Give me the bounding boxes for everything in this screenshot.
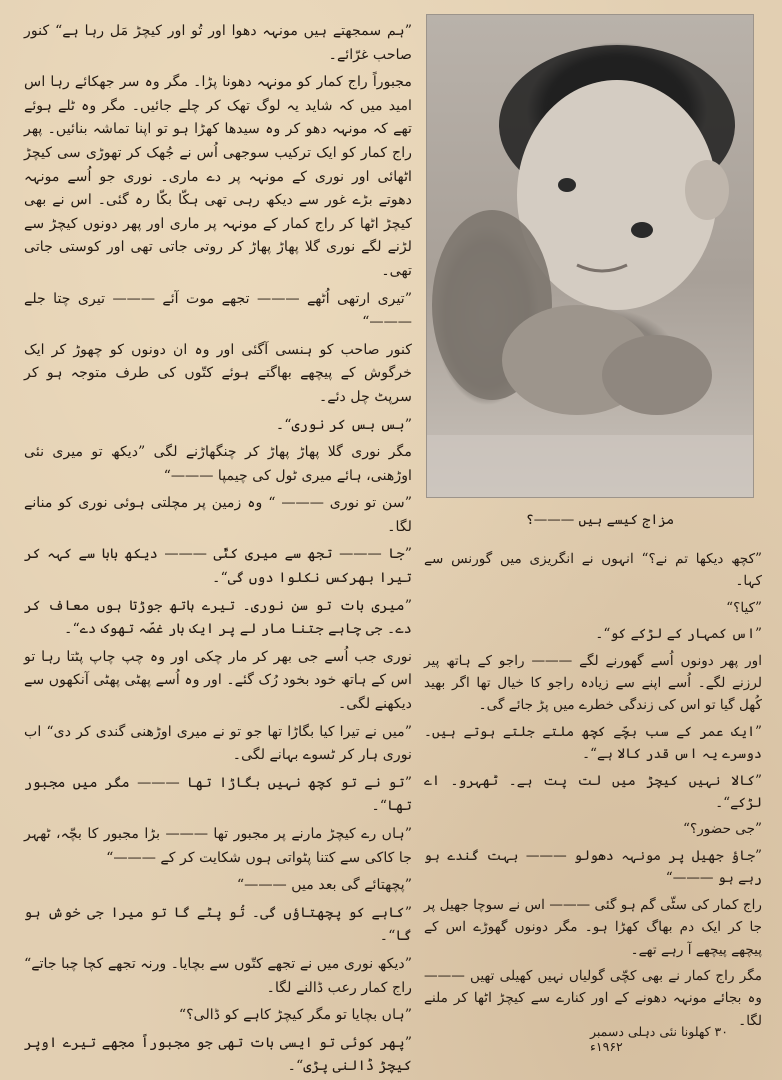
paragraph: ”ہاں بچایا تو مگر کیچڑ کاہے کو ڈالی؟“: [178, 1007, 412, 1024]
paragraph: ”پچھتائے گی بعد میں ———“: [236, 877, 412, 894]
paragraph: ”اس کمہار کے لڑکے کو“۔: [595, 626, 762, 643]
right-text-column: [424, 548, 762, 1029]
paragraph: ”تیری ارتھی اُٹھے ——— تجھے موت آئے ——— تیری چتا جلے ———“: [24, 290, 412, 331]
paragraph: ”دیکھ نوری میں نے تجھے کتّوں سے بچایا۔ ورنہ تجھے کچا چبا جاتے“ راج کمار رعب ڈالنے لگا۔: [24, 955, 412, 996]
page-footer: ۳۰ کھلونا نئی دہلی دسمبر ۱۹۶۲ء: [590, 1024, 728, 1054]
left-text-column: [24, 20, 412, 1075]
paragraph: مجبوراً راج کمار کو مونہہ دھونا پڑا۔ مگر وہ سر جھکائے رہا اس امید میں کہ شاید یہ لوگ تھک کر چلے جائیں۔ مگر وہ ٹلے ہوئے تھے کہ مونہہ دھو کر وہ سیدھا کھڑا ہو تو اپنا تماشہ بنائیں۔ پھر راج کمار کو ایک ترکیب سوجھی اُس نے جُھک کر تھوڑی سی کیچڑ اٹھائی اور نوری کے مونہہ پر دے ماری۔ نوری جو اُسے مونہہ دھوتے بڑے غور سے دیکھ رہی تھی ہکّا بکّا رہ گئی۔ اس نے بھی کیچڑ اٹھا کر راج کمار کے مونہہ پر ماری اور پھر دونوں کیچڑ سے لڑنے لگے نوری گلا پھاڑ پھاڑ کر روتی جاتی تھی اور کوستی جاتی تھی۔: [24, 74, 412, 279]
paragraph: نوری جب اُسے جی بھر کر مار چکی اور وہ چپ چاپ پٹتا رہا تو اس کے ہاتھ خود بخود رُک گئے۔ اور وہ اُسے پھٹی پھٹی آنکھوں سے دیکھنے لگی۔: [24, 648, 412, 713]
paragraph: مگر نوری گلا پھاڑ پھاڑ کر چنگھاڑنے لگی ”دیکھ تو میری نئی اوڑھنی، ہائے میری ٹول کی چیمپا ———“: [24, 444, 412, 484]
paragraph: ”پھر کوئی تو ایسی بات تھی جو مجبوراً مجھے تیرے اوپر کیچڑ ڈالنی پڑی“۔: [24, 1034, 412, 1075]
paragraph: ”ہاں رے کیچڑ مارنے پر مجبور تھا ——— بڑا مجبور کا بچّہ، ٹھہر جا کاکی سے کتنا پٹواتی ہوں شکایت کر کے ———“: [24, 826, 412, 866]
baby-photo-illustration: [427, 15, 753, 497]
paragraph: اور پھر دونوں اُسے گھورنے لگے ——— راجو کے ہاتھ پیر لرزنے لگے۔ اُسے اپنے سے زیادہ راجو کا خیال تھا اگر بھید کُھل گیا تو اس کی زندگی خطرے میں پڑ جائے گی۔: [424, 652, 762, 714]
paragraph: راج کمار کی سٹّی گم ہو گئی ——— اس نے سوچا جھیل پر جا کر ایک دم بھاگ کھڑا ہو۔ مگر دونوں گھوڑے اس کے پیچھے پیچھے آ رہے تھے۔: [424, 896, 762, 958]
paragraph: ”بس بس کر نوری“۔: [275, 416, 412, 433]
paragraph: ”جی حضور؟“: [683, 821, 762, 838]
paragraph: ”کالا نہیں کیچڑ میں لت پت ہے۔ ٹھہرو۔ اے لڑکے“۔: [424, 772, 762, 812]
paragraph: ”کاہے کو پچھتاؤں گی۔ تُو پٹے گا تو میرا جی خوش ہو گا“۔: [24, 904, 412, 945]
paragraph: ”کیا؟“: [726, 599, 762, 616]
paragraph: کنور صاحب کو ہنسی آگئی اور وہ ان دونوں کو چھوڑ کر ایک خرگوش کے پیچھے بھاگتے ہوئے کتّوں کی طرف متوجہ ہو کر سرپٹ چل دئے۔: [24, 341, 412, 405]
paragraph: ”سن تو نوری ——— “ وہ زمین پر مچلتی ہوئی نوری کو منانے لگا۔: [24, 495, 412, 535]
paragraph: ”ہم سمجھتے ہیں مونہہ دھوا اور تُو اور کیچڑ مَل رہا ہے“ کنور صاحب غرّائے۔: [24, 23, 412, 63]
paragraph: ”جاؤ جھیل پر مونہہ دھولو ——— بہت گندے ہو رہے ہو ———“: [424, 847, 762, 887]
paragraph: مگر راج کمار نے بھی کچّی گولیاں نہیں کھیلی تھیں ——— وہ بجائے مونہہ دھونے کے اور کنارے سے کیچڑ اٹھا کر ملنے لگا۔: [424, 967, 762, 1029]
paragraph: ”ایک عمر کے سب بچّے کچھ ملتے جلتے ہوتے ہیں۔ دوسرے یہ اس قدر کالا ہے“۔: [424, 723, 762, 763]
paragraph: ”تو نے تو کچھ نہیں بگاڑا تھا ——— مگر میں مجبور تھا“۔: [24, 774, 412, 815]
paragraph: ”میں نے تیرا کیا بگاڑا تھا جو تو نے میری اوڑھنی گندی کر دی“ اب نوری ہار کر ٹسوے بہانے لگی۔: [24, 723, 412, 764]
photo-caption: مزاج کیسے ہیں ———؟: [525, 512, 675, 528]
baby-photo: [426, 14, 754, 498]
paragraph: ”جا ——— تجھ سے میری کٹّی ——— دیکھ بابا سے کہہ کر تیرا بھرکس نکلوا دوں گی“۔: [24, 546, 412, 587]
paragraph: ”کچھ دیکھا تم نے؟“ انہوں نے انگریزی میں گورنس سے کہا۔: [424, 551, 762, 590]
paragraph: ”میری بات تو سن نوری۔ تیرے ہاتھ جوڑتا ہوں معاف کر دے۔ جی چاہے جتنا مار لے پر ایک بار غصّہ تھوک دے“۔: [24, 597, 412, 638]
